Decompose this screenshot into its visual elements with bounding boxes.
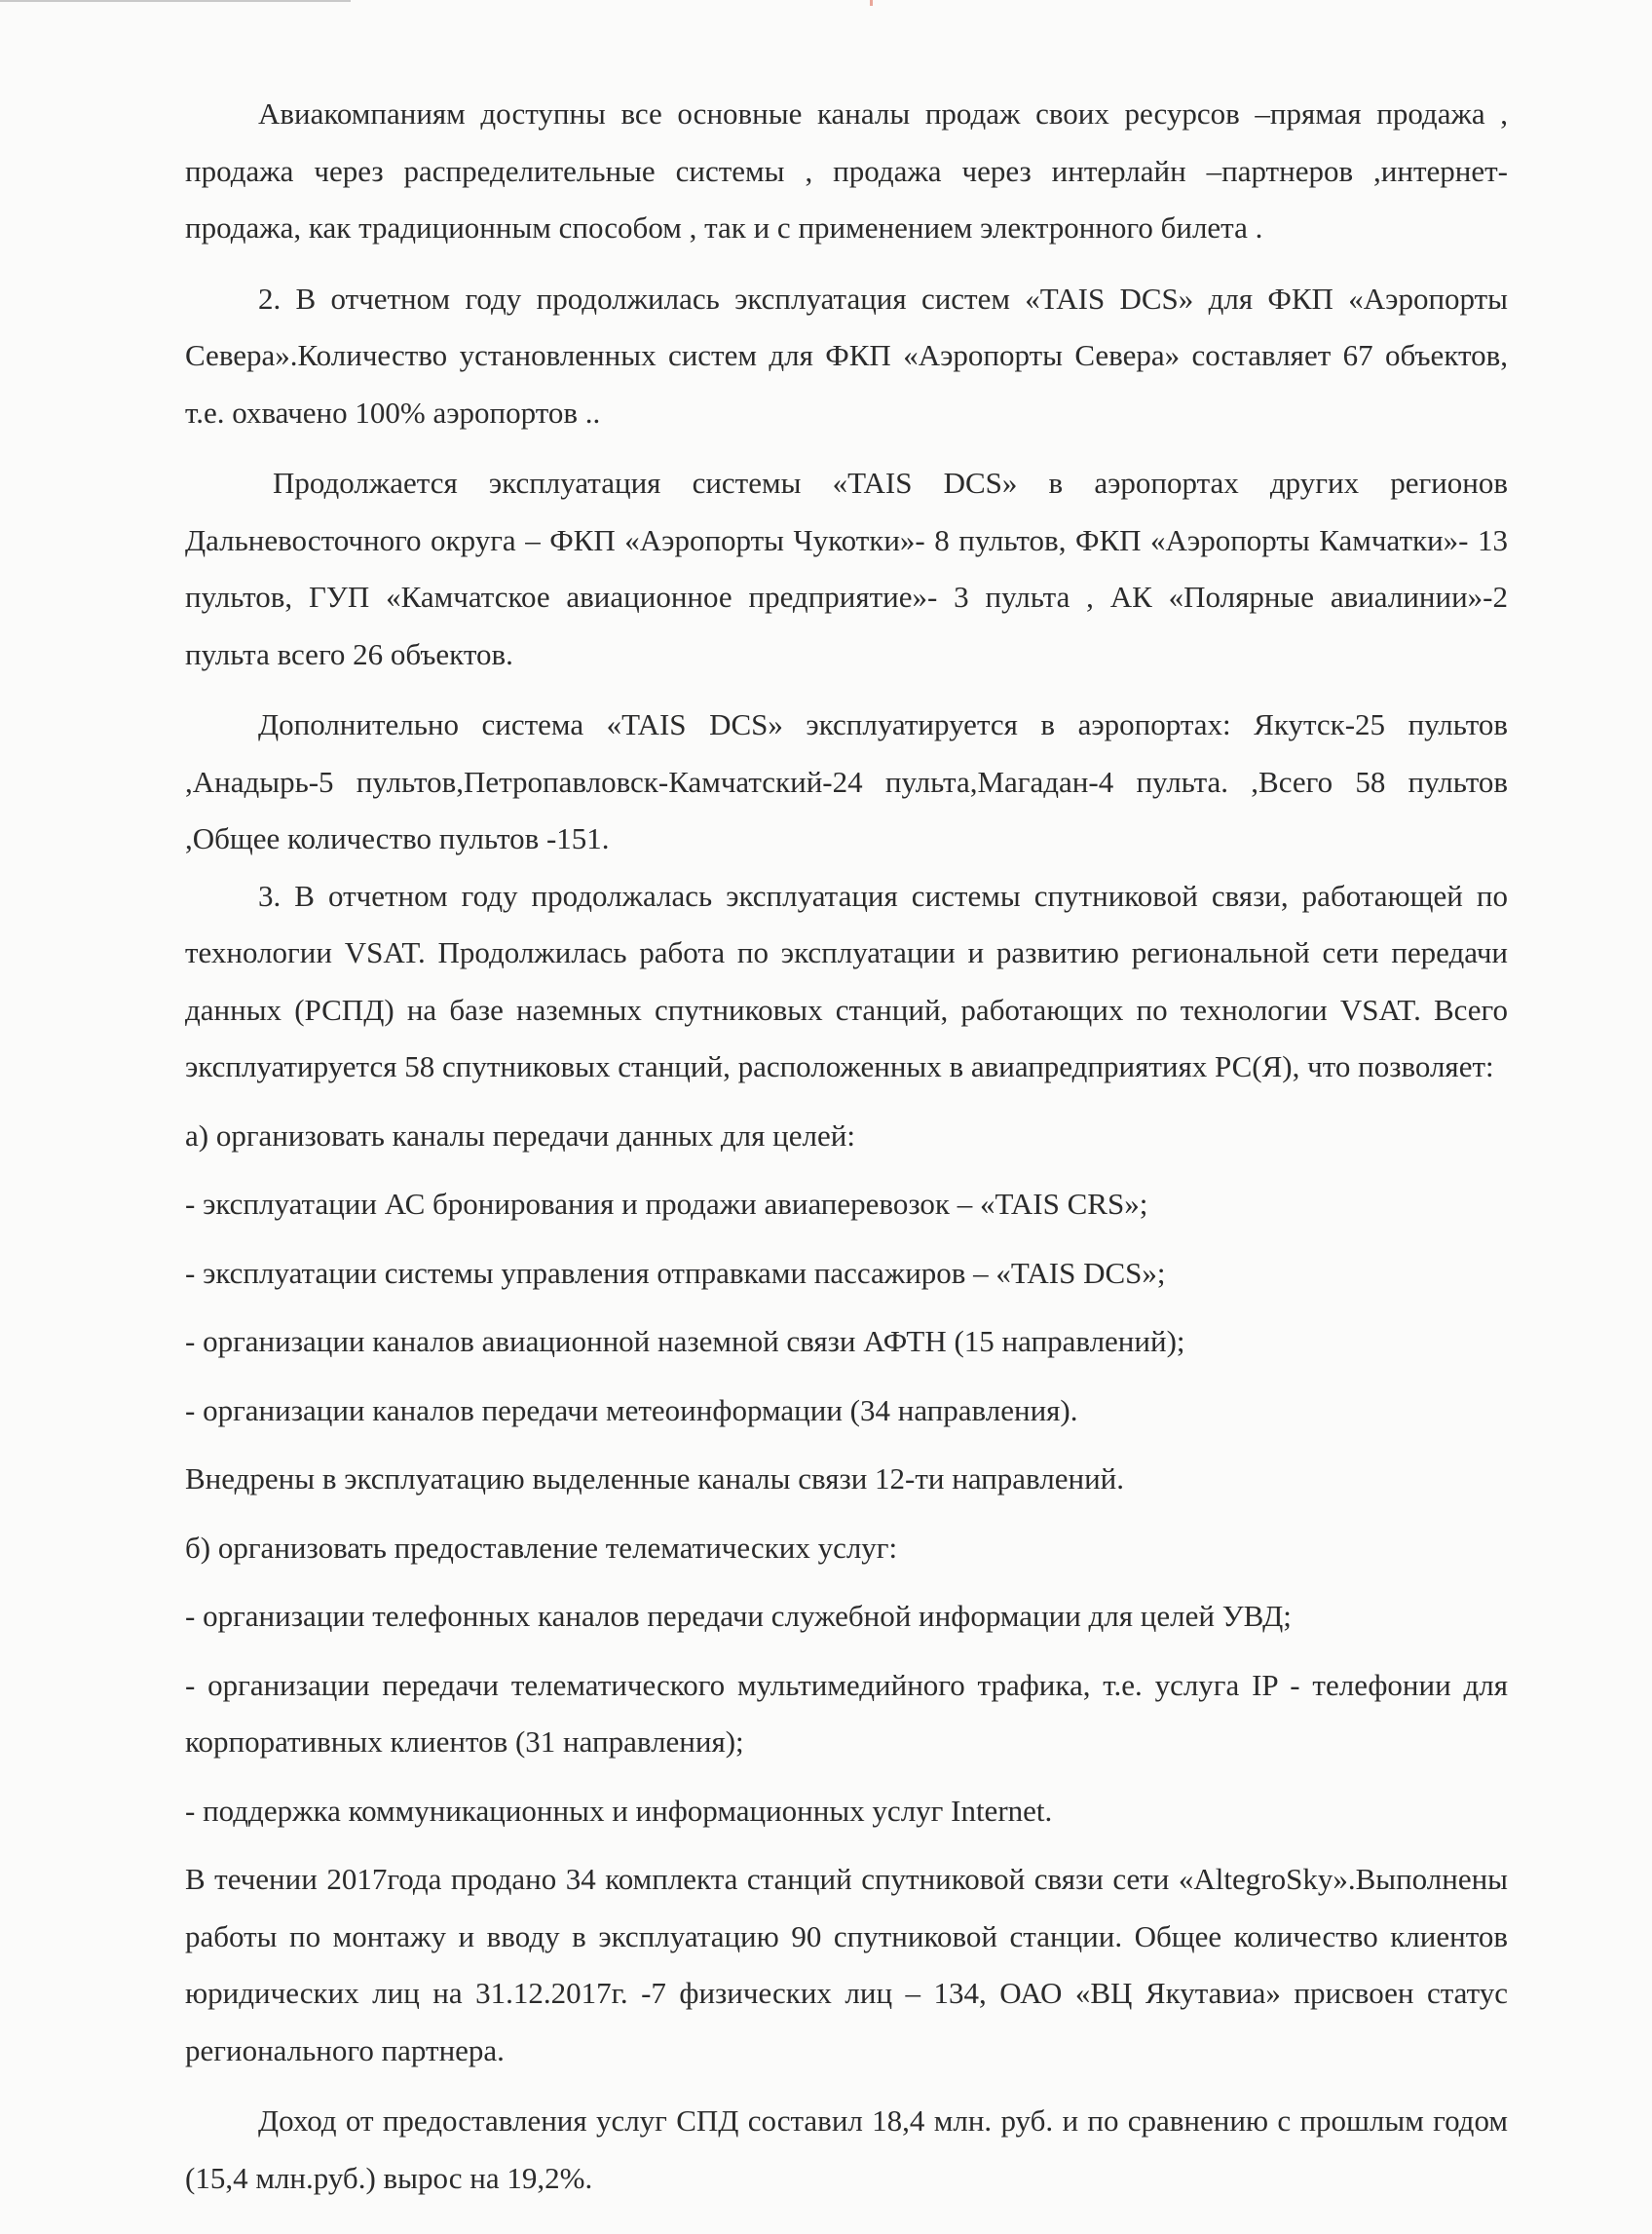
- paragraph-tais-dcs-additional: Дополнительно система «TAIS DCS» эксплуатируется в аэропортах: Якутск-25 пультов ,Анадырь-5 пультов,Петропавловск-Камчатский-24 пульта,Магадан-4 пульта. ,Всего 58 пультов ,Общее количество пультов -151.: [185, 707, 1508, 855]
- list-item: - организации телефонных каналов передачи служебной информации для целей УВД;: [185, 1599, 1292, 1633]
- list-a-title: а) организовать каналы передачи данных для целей:: [185, 1117, 855, 1153]
- paragraph-altegrosky: В течении 2017года продано 34 комплекта станций спутниковой связи сети «AltegroSky».Выполнены работы по монтажу и вводу в эксплуатацию 90 спутниковой станции. Общее количество клиентов юридических лиц на 31.12.2017г. -7 физических лиц – 134, ОАО «ВЦ Якутавиа» присвоен статус регионального партнера.: [185, 1862, 1508, 2067]
- list-item: - поддержка коммуникационных и информационных услуг Internet.: [185, 1793, 1053, 1828]
- list-item: - эксплуатации системы управления отправками пассажиров – «TAIS DCS»;: [185, 1255, 1166, 1290]
- scan-mark: [870, 0, 873, 6]
- paragraph-tais-dcs-north: 2. В отчетном году продолжилась эксплуатация систем «TAIS DCS» для ФКП «Аэропорты Севера».Количество установленных систем для ФКП «Аэропорты Севера» составляет 67 объектов, т.е. охвачено 100% аэропортов ..: [185, 281, 1508, 430]
- list-item-ip-telephony: - организации передачи телематического мультимедийного трафика, т.е. услуга IP - телефонии для корпоративных клиентов (31 направления);: [185, 1667, 1508, 1759]
- paragraph-vsat: 3. В отчетном году продолжалась эксплуатация системы спутниковой связи, работающей по технологии VSAT. Продолжилась работа по эксплуатации и развитию региональной сети передачи данных (РСПД) на базе наземных спутниковых станций, работающих по технологии VSAT. Всего эксплуатируется 58 спутниковых станций, расположенных в авиапредприятиях РС(Я), что позволяет:: [185, 878, 1508, 1083]
- scan-edge-line: [0, 0, 351, 2]
- introduced-channels: Внедрены в эксплуатацию выделенные каналы связи 12-ти направлений.: [185, 1461, 1125, 1496]
- list-item: - организации каналов передачи метеоинформации (34 направления).: [185, 1392, 1078, 1427]
- paragraph-tais-dcs-regions: Продолжается эксплуатация системы «TAIS DCS» в аэропортах других регионов Дальневосточного округа – ФКП «Аэропорты Чукотки»- 8 пультов, ФКП «Аэропорты Камчатки»- 13 пультов, ГУП «Камчатское авиационное предприятие»- 3 пульта , АК «Полярные авиалинии»-2 пульта всего 26 объектов.: [185, 466, 1508, 671]
- paragraph-income: Доход от предоставления услуг СПД составил 18,4 млн. руб. и по сравнению с прошлым годом (15,4 млн.руб.) вырос на 19,2%.: [185, 2103, 1508, 2195]
- paragraph-sales-channels: Авиакомпаниям доступны все основные каналы продаж своих ресурсов –прямая продажа , продажа через распределительные системы , продажа через интерлайн –партнеров ,интернет-продажа, как традиционным способом , так и с применением электронного билета .: [185, 96, 1508, 245]
- list-item: - организации каналов авиационной наземной связи АФТН (15 направлений);: [185, 1324, 1185, 1358]
- list-item: - эксплуатации АС бронирования и продажи авиаперевозок – «TAIS CRS»;: [185, 1187, 1148, 1221]
- list-b-title: б) организовать предоставление телематических услуг:: [185, 1530, 898, 1565]
- document-page: [185, 86, 1508, 2207]
